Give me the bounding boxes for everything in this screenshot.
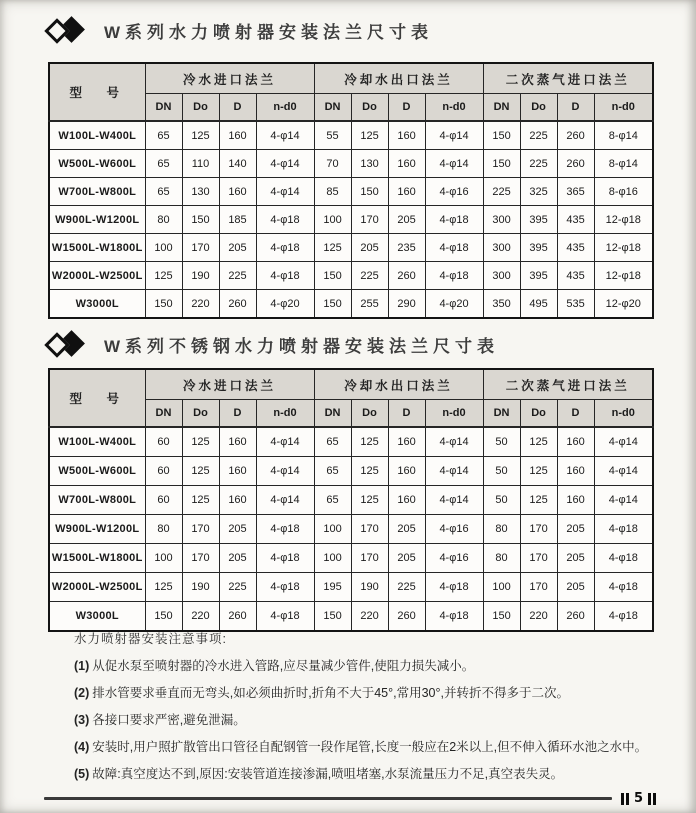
diamond-bullet-icon bbox=[46, 16, 92, 44]
model-column-header: 型 号 bbox=[49, 369, 145, 427]
note-item bbox=[74, 739, 690, 756]
value-cell: 60 bbox=[145, 457, 182, 486]
value-cell: 100 bbox=[483, 573, 520, 602]
value-cell: 170 bbox=[182, 515, 219, 544]
group-header-secondary-steam-inlet: 二次蒸气进口法兰 bbox=[483, 63, 653, 94]
model-cell: W900L-W1200L bbox=[49, 515, 145, 544]
value-cell: 100 bbox=[145, 544, 182, 573]
value-cell: 50 bbox=[483, 457, 520, 486]
value-cell: 125 bbox=[182, 121, 219, 150]
value-cell: 150 bbox=[145, 602, 182, 632]
value-cell: 220 bbox=[351, 602, 388, 632]
value-cell: 4-φ20 bbox=[425, 290, 483, 319]
value-cell: 4-φ14 bbox=[594, 427, 653, 457]
value-cell: 160 bbox=[388, 457, 425, 486]
table-row bbox=[49, 427, 653, 457]
value-cell: 205 bbox=[219, 515, 256, 544]
value-cell: 4-φ18 bbox=[256, 206, 314, 234]
value-cell: 4-φ18 bbox=[594, 573, 653, 602]
value-cell: 4-φ14 bbox=[256, 178, 314, 206]
value-cell: 160 bbox=[388, 150, 425, 178]
value-cell: 205 bbox=[351, 234, 388, 262]
value-cell: 4-φ14 bbox=[256, 121, 314, 150]
value-cell: 225 bbox=[219, 573, 256, 602]
value-cell: 4-φ14 bbox=[425, 427, 483, 457]
value-cell: 170 bbox=[520, 573, 557, 602]
notes-title: 水力喷射器安装注意事项: bbox=[74, 632, 227, 646]
value-cell: 260 bbox=[557, 602, 594, 632]
value-cell: 260 bbox=[557, 121, 594, 150]
value-cell: 205 bbox=[219, 234, 256, 262]
sub-header-d: D bbox=[557, 94, 594, 122]
value-cell: 65 bbox=[314, 486, 351, 515]
page-number-bar-icon bbox=[621, 793, 624, 805]
value-cell: 125 bbox=[351, 486, 388, 515]
table-row bbox=[49, 262, 653, 290]
value-cell: 4-φ14 bbox=[425, 150, 483, 178]
model-cell: W700L-W800L bbox=[49, 178, 145, 206]
value-cell: 80 bbox=[483, 544, 520, 573]
note-text: 故障:真空度达不到,原因:安装管道连接渗漏,喷咀堵塞,水泵流量压力不足,真空表失灵。 bbox=[92, 767, 564, 781]
value-cell: 4-φ18 bbox=[425, 234, 483, 262]
value-cell: 160 bbox=[219, 457, 256, 486]
value-cell: 220 bbox=[182, 290, 219, 319]
value-cell: 395 bbox=[520, 262, 557, 290]
note-item bbox=[74, 658, 690, 675]
note-item bbox=[74, 685, 690, 702]
value-cell: 4-φ18 bbox=[425, 262, 483, 290]
footer-rule bbox=[44, 797, 612, 800]
value-cell: 435 bbox=[557, 234, 594, 262]
sub-header-ndo: n-d0 bbox=[256, 94, 314, 122]
sub-header-ndo: n-d0 bbox=[425, 400, 483, 428]
sub-header-dn: DN bbox=[483, 400, 520, 428]
table-row bbox=[49, 178, 653, 206]
model-cell: W100L-W400L bbox=[49, 427, 145, 457]
sub-header-d: D bbox=[219, 400, 256, 428]
note-text: 从促水泵至喷射器的冷水进入管路,应尽量减少管件,使阻力损失减小。 bbox=[92, 659, 475, 673]
model-cell: W1500L-W1800L bbox=[49, 234, 145, 262]
table-row bbox=[49, 206, 653, 234]
section2-title bbox=[46, 329, 499, 359]
section1-title-text: W系列水力喷射器安装法兰尺寸表 bbox=[104, 22, 434, 42]
value-cell: 125 bbox=[351, 121, 388, 150]
value-cell: 125 bbox=[145, 262, 182, 290]
value-cell: 130 bbox=[351, 150, 388, 178]
value-cell: 125 bbox=[520, 457, 557, 486]
note-number: (1) bbox=[74, 659, 90, 673]
sub-header-dn: DN bbox=[314, 400, 351, 428]
value-cell: 125 bbox=[314, 234, 351, 262]
value-cell: 235 bbox=[388, 234, 425, 262]
model-column-header: 型 号 bbox=[49, 63, 145, 121]
flange-table-stainless bbox=[48, 368, 654, 632]
table2-group-header-row bbox=[49, 369, 653, 400]
value-cell: 80 bbox=[145, 206, 182, 234]
value-cell: 260 bbox=[388, 262, 425, 290]
value-cell: 160 bbox=[557, 457, 594, 486]
value-cell: 4-φ18 bbox=[425, 206, 483, 234]
model-cell: W3000L bbox=[49, 602, 145, 632]
value-cell: 495 bbox=[520, 290, 557, 319]
sub-header-d: D bbox=[388, 400, 425, 428]
value-cell: 170 bbox=[351, 515, 388, 544]
value-cell: 435 bbox=[557, 206, 594, 234]
sub-header-do: Do bbox=[182, 94, 219, 122]
table-row bbox=[49, 290, 653, 319]
value-cell: 225 bbox=[520, 150, 557, 178]
value-cell: 125 bbox=[351, 427, 388, 457]
value-cell: 150 bbox=[182, 206, 219, 234]
sub-header-dn: DN bbox=[483, 94, 520, 122]
model-cell: W500L-W600L bbox=[49, 150, 145, 178]
page-footer bbox=[44, 791, 656, 806]
diamond-bullet-icon bbox=[46, 330, 92, 358]
model-cell: W900L-W1200L bbox=[49, 206, 145, 234]
value-cell: 350 bbox=[483, 290, 520, 319]
sub-header-d: D bbox=[219, 94, 256, 122]
value-cell: 100 bbox=[314, 515, 351, 544]
note-item bbox=[74, 766, 690, 783]
table1-group-header-row bbox=[49, 63, 653, 94]
value-cell: 4-φ18 bbox=[256, 262, 314, 290]
value-cell: 260 bbox=[557, 150, 594, 178]
value-cell: 65 bbox=[145, 121, 182, 150]
value-cell: 205 bbox=[219, 544, 256, 573]
value-cell: 160 bbox=[388, 486, 425, 515]
value-cell: 435 bbox=[557, 262, 594, 290]
value-cell: 4-φ14 bbox=[594, 457, 653, 486]
value-cell: 110 bbox=[182, 150, 219, 178]
table-row bbox=[49, 121, 653, 150]
value-cell: 395 bbox=[520, 234, 557, 262]
value-cell: 225 bbox=[520, 121, 557, 150]
value-cell: 160 bbox=[388, 121, 425, 150]
value-cell: 4-φ18 bbox=[425, 573, 483, 602]
page-number-value: 5 bbox=[633, 791, 643, 806]
value-cell: 4-φ14 bbox=[256, 457, 314, 486]
value-cell: 65 bbox=[314, 427, 351, 457]
value-cell: 300 bbox=[483, 206, 520, 234]
value-cell: 365 bbox=[557, 178, 594, 206]
note-item bbox=[74, 712, 690, 729]
value-cell: 4-φ14 bbox=[425, 486, 483, 515]
value-cell: 170 bbox=[520, 544, 557, 573]
value-cell: 4-φ14 bbox=[594, 486, 653, 515]
value-cell: 170 bbox=[351, 544, 388, 573]
value-cell: 4-φ14 bbox=[256, 150, 314, 178]
value-cell: 125 bbox=[351, 457, 388, 486]
value-cell: 225 bbox=[483, 178, 520, 206]
group-header-secondary-steam-inlet: 二次蒸气进口法兰 bbox=[483, 369, 653, 400]
value-cell: 4-φ20 bbox=[256, 290, 314, 319]
model-cell: W700L-W800L bbox=[49, 486, 145, 515]
note-number: (5) bbox=[74, 767, 90, 781]
value-cell: 225 bbox=[388, 573, 425, 602]
value-cell: 12-φ18 bbox=[594, 234, 653, 262]
value-cell: 4-φ18 bbox=[256, 602, 314, 632]
value-cell: 8-φ14 bbox=[594, 150, 653, 178]
value-cell: 255 bbox=[351, 290, 388, 319]
sub-header-do: Do bbox=[351, 94, 388, 122]
value-cell: 12-φ20 bbox=[594, 290, 653, 319]
model-cell: W500L-W600L bbox=[49, 457, 145, 486]
note-text: 安装时,用户照扩散管出口管径自配钢管一段作尾管,长度一般应在2米以上,但不伸入循环水池之水中。 bbox=[92, 740, 648, 754]
value-cell: 160 bbox=[219, 121, 256, 150]
value-cell: 205 bbox=[557, 573, 594, 602]
value-cell: 4-φ18 bbox=[594, 544, 653, 573]
value-cell: 4-φ14 bbox=[425, 121, 483, 150]
value-cell: 4-φ14 bbox=[425, 457, 483, 486]
value-cell: 185 bbox=[219, 206, 256, 234]
value-cell: 160 bbox=[219, 486, 256, 515]
value-cell: 55 bbox=[314, 121, 351, 150]
value-cell: 535 bbox=[557, 290, 594, 319]
model-cell: W3000L bbox=[49, 290, 145, 319]
value-cell: 100 bbox=[314, 206, 351, 234]
group-header-cold-water-inlet: 冷水进口法兰 bbox=[145, 63, 314, 94]
value-cell: 60 bbox=[145, 486, 182, 515]
value-cell: 60 bbox=[145, 427, 182, 457]
value-cell: 290 bbox=[388, 290, 425, 319]
value-cell: 4-φ18 bbox=[594, 515, 653, 544]
section1-title bbox=[46, 15, 433, 45]
value-cell: 150 bbox=[314, 602, 351, 632]
section2-title-text: W系列不锈钢水力喷射器安装法兰尺寸表 bbox=[104, 336, 500, 356]
value-cell: 130 bbox=[182, 178, 219, 206]
value-cell: 205 bbox=[388, 544, 425, 573]
value-cell: 170 bbox=[351, 206, 388, 234]
value-cell: 160 bbox=[388, 178, 425, 206]
value-cell: 4-φ18 bbox=[425, 602, 483, 632]
value-cell: 80 bbox=[145, 515, 182, 544]
value-cell: 150 bbox=[314, 290, 351, 319]
value-cell: 4-φ14 bbox=[256, 427, 314, 457]
value-cell: 65 bbox=[145, 150, 182, 178]
value-cell: 8-φ16 bbox=[594, 178, 653, 206]
value-cell: 70 bbox=[314, 150, 351, 178]
sub-header-dn: DN bbox=[314, 94, 351, 122]
value-cell: 85 bbox=[314, 178, 351, 206]
value-cell: 65 bbox=[314, 457, 351, 486]
model-cell: W1500L-W1800L bbox=[49, 544, 145, 573]
value-cell: 125 bbox=[520, 486, 557, 515]
value-cell: 125 bbox=[520, 427, 557, 457]
value-cell: 205 bbox=[388, 206, 425, 234]
value-cell: 12-φ18 bbox=[594, 206, 653, 234]
value-cell: 100 bbox=[145, 234, 182, 262]
sub-header-ndo: n-d0 bbox=[425, 94, 483, 122]
value-cell: 300 bbox=[483, 262, 520, 290]
value-cell: 220 bbox=[182, 602, 219, 632]
value-cell: 50 bbox=[483, 427, 520, 457]
value-cell: 190 bbox=[182, 262, 219, 290]
value-cell: 4-φ16 bbox=[425, 178, 483, 206]
note-text: 各接口要求严密,避免泄漏。 bbox=[92, 713, 246, 727]
table-row bbox=[49, 486, 653, 515]
table-row bbox=[49, 150, 653, 178]
value-cell: 150 bbox=[483, 121, 520, 150]
value-cell: 4-φ16 bbox=[425, 515, 483, 544]
note-number: (4) bbox=[74, 740, 90, 754]
page-number-bar-icon bbox=[653, 793, 656, 805]
note-text: 排水管要求垂直而无弯头,如必须曲折时,折角不大于45°,常用30°,并转折不得多于二次。 bbox=[92, 686, 569, 700]
value-cell: 4-φ16 bbox=[425, 544, 483, 573]
table-row bbox=[49, 515, 653, 544]
sub-header-do: Do bbox=[351, 400, 388, 428]
value-cell: 12-φ18 bbox=[594, 262, 653, 290]
value-cell: 4-φ18 bbox=[594, 602, 653, 632]
value-cell: 225 bbox=[219, 262, 256, 290]
model-cell: W2000L-W2500L bbox=[49, 262, 145, 290]
value-cell: 4-φ18 bbox=[256, 544, 314, 573]
group-header-cooling-water-outlet: 冷却水出口法兰 bbox=[314, 369, 483, 400]
installation-notes bbox=[74, 631, 690, 793]
value-cell: 8-φ14 bbox=[594, 121, 653, 150]
table-row bbox=[49, 544, 653, 573]
value-cell: 140 bbox=[219, 150, 256, 178]
sub-header-ndo: n-d0 bbox=[594, 94, 653, 122]
value-cell: 170 bbox=[182, 234, 219, 262]
page-number-bar-icon bbox=[648, 793, 651, 805]
model-cell: W100L-W400L bbox=[49, 121, 145, 150]
value-cell: 170 bbox=[182, 544, 219, 573]
value-cell: 150 bbox=[483, 602, 520, 632]
value-cell: 260 bbox=[219, 290, 256, 319]
value-cell: 190 bbox=[351, 573, 388, 602]
sub-header-dn: DN bbox=[145, 94, 182, 122]
table-row bbox=[49, 602, 653, 632]
value-cell: 4-φ18 bbox=[256, 515, 314, 544]
page-number-bar-icon bbox=[626, 793, 629, 805]
note-number: (3) bbox=[74, 713, 90, 727]
value-cell: 100 bbox=[314, 544, 351, 573]
value-cell: 190 bbox=[182, 573, 219, 602]
group-header-cooling-water-outlet: 冷却水出口法兰 bbox=[314, 63, 483, 94]
table-row bbox=[49, 457, 653, 486]
value-cell: 150 bbox=[483, 150, 520, 178]
group-header-cold-water-inlet: 冷水进口法兰 bbox=[145, 369, 314, 400]
value-cell: 205 bbox=[557, 515, 594, 544]
sub-header-ndo: n-d0 bbox=[256, 400, 314, 428]
value-cell: 395 bbox=[520, 206, 557, 234]
page-number bbox=[621, 791, 656, 806]
note-number: (2) bbox=[74, 686, 90, 700]
value-cell: 4-φ14 bbox=[256, 486, 314, 515]
sub-header-do: Do bbox=[520, 94, 557, 122]
value-cell: 325 bbox=[520, 178, 557, 206]
sub-header-do: Do bbox=[520, 400, 557, 428]
sub-header-d: D bbox=[388, 94, 425, 122]
value-cell: 50 bbox=[483, 486, 520, 515]
table-row bbox=[49, 234, 653, 262]
value-cell: 150 bbox=[351, 178, 388, 206]
flange-table-standard bbox=[48, 62, 654, 319]
value-cell: 260 bbox=[388, 602, 425, 632]
value-cell: 4-φ18 bbox=[256, 234, 314, 262]
value-cell: 125 bbox=[182, 457, 219, 486]
sub-header-dn: DN bbox=[145, 400, 182, 428]
value-cell: 65 bbox=[145, 178, 182, 206]
value-cell: 4-φ18 bbox=[256, 573, 314, 602]
model-cell: W2000L-W2500L bbox=[49, 573, 145, 602]
value-cell: 220 bbox=[520, 602, 557, 632]
value-cell: 80 bbox=[483, 515, 520, 544]
value-cell: 150 bbox=[314, 262, 351, 290]
value-cell: 125 bbox=[182, 427, 219, 457]
value-cell: 160 bbox=[219, 178, 256, 206]
value-cell: 125 bbox=[145, 573, 182, 602]
value-cell: 300 bbox=[483, 234, 520, 262]
value-cell: 205 bbox=[557, 544, 594, 573]
value-cell: 260 bbox=[219, 602, 256, 632]
value-cell: 160 bbox=[219, 427, 256, 457]
value-cell: 160 bbox=[557, 427, 594, 457]
value-cell: 160 bbox=[388, 427, 425, 457]
sub-header-do: Do bbox=[182, 400, 219, 428]
table-row bbox=[49, 573, 653, 602]
sub-header-ndo: n-d0 bbox=[594, 400, 653, 428]
value-cell: 225 bbox=[351, 262, 388, 290]
value-cell: 150 bbox=[145, 290, 182, 319]
value-cell: 125 bbox=[182, 486, 219, 515]
value-cell: 160 bbox=[557, 486, 594, 515]
sub-header-d: D bbox=[557, 400, 594, 428]
value-cell: 205 bbox=[388, 515, 425, 544]
value-cell: 170 bbox=[520, 515, 557, 544]
value-cell: 195 bbox=[314, 573, 351, 602]
